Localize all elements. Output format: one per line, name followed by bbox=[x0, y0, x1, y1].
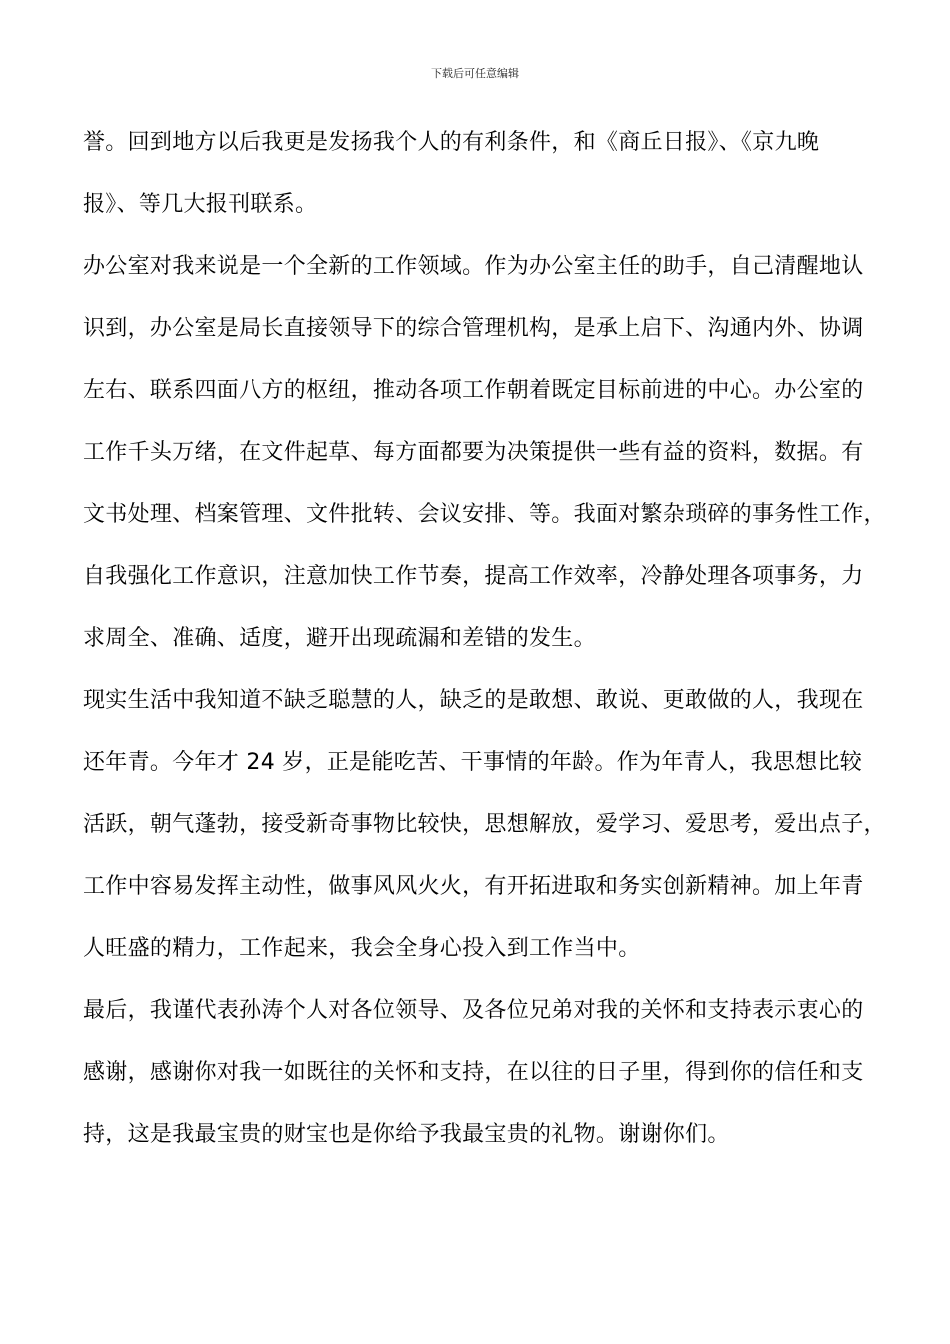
text-line: 文书处理、档案管理、文件批转、会议安排、等。我面对繁杂琐碎的事务性工作， bbox=[83, 502, 886, 527]
text-line: 现实生活中我知道不缺乏聪慧的人，缺乏的是敢想、敢说、更敢做的人，我现在 bbox=[83, 688, 864, 713]
document-body bbox=[83, 112, 886, 1166]
text-line: 工作千头万绪，在文件起草、每方面都要为决策提供一些有益的资料，数据。有 bbox=[83, 440, 864, 465]
text-line: 誉。回到地方以后我更是发扬我个人的有利条件，和《商丘日报》、《京九晚 bbox=[83, 130, 820, 155]
text-line: 感谢，感谢你对我一如既往的关怀和支持，在以往的日子里，得到你的信任和支 bbox=[83, 1060, 864, 1085]
text-line: 识到，办公室是局长直接领导下的综合管理机构，是承上启下、沟通内外、协调 bbox=[83, 316, 864, 341]
text-line: 人旺盛的精力，工作起来，我会全身心投入到工作当中。 bbox=[83, 936, 641, 961]
text-line: 求周全、准确、适度，避开出现疏漏和差错的发生。 bbox=[83, 626, 596, 651]
text-line: 活跃，朝气蓬勃，接受新奇事物比较快，思想解放，爱学习、爱思考，爱出点子， bbox=[83, 812, 886, 837]
text-line: 最后，我谨代表孙涛个人对各位领导、及各位兄弟对我的关怀和支持表示衷心的 bbox=[83, 998, 864, 1023]
text-line: 持，这是我最宝贵的财宝也是你给予我最宝贵的礼物。谢谢你们。 bbox=[83, 1122, 730, 1147]
text-line: 办公室对我来说是一个全新的工作领域。作为办公室主任的助手，自己清醒地认 bbox=[83, 254, 864, 279]
text-line: 工作中容易发挥主动性，做事风风火火，有开拓进取和务实创新精神。加上年青 bbox=[83, 874, 864, 899]
text-line: 报》、等几大报刊联系。 bbox=[83, 192, 318, 217]
text-line: 还年青。今年才 24 岁，正是能吃苦、干事情的年龄。作为年青人，我思想比较 bbox=[83, 750, 863, 775]
page-header: 下载后可任意编辑 bbox=[431, 67, 519, 80]
text-line: 左右、联系四面八方的枢纽，推动各项工作朝着既定目标前进的中心。办公室的 bbox=[83, 378, 864, 403]
text-line: 自我强化工作意识，注意加快工作节奏，提高工作效率，冷静处理各项事务，力 bbox=[83, 564, 864, 589]
